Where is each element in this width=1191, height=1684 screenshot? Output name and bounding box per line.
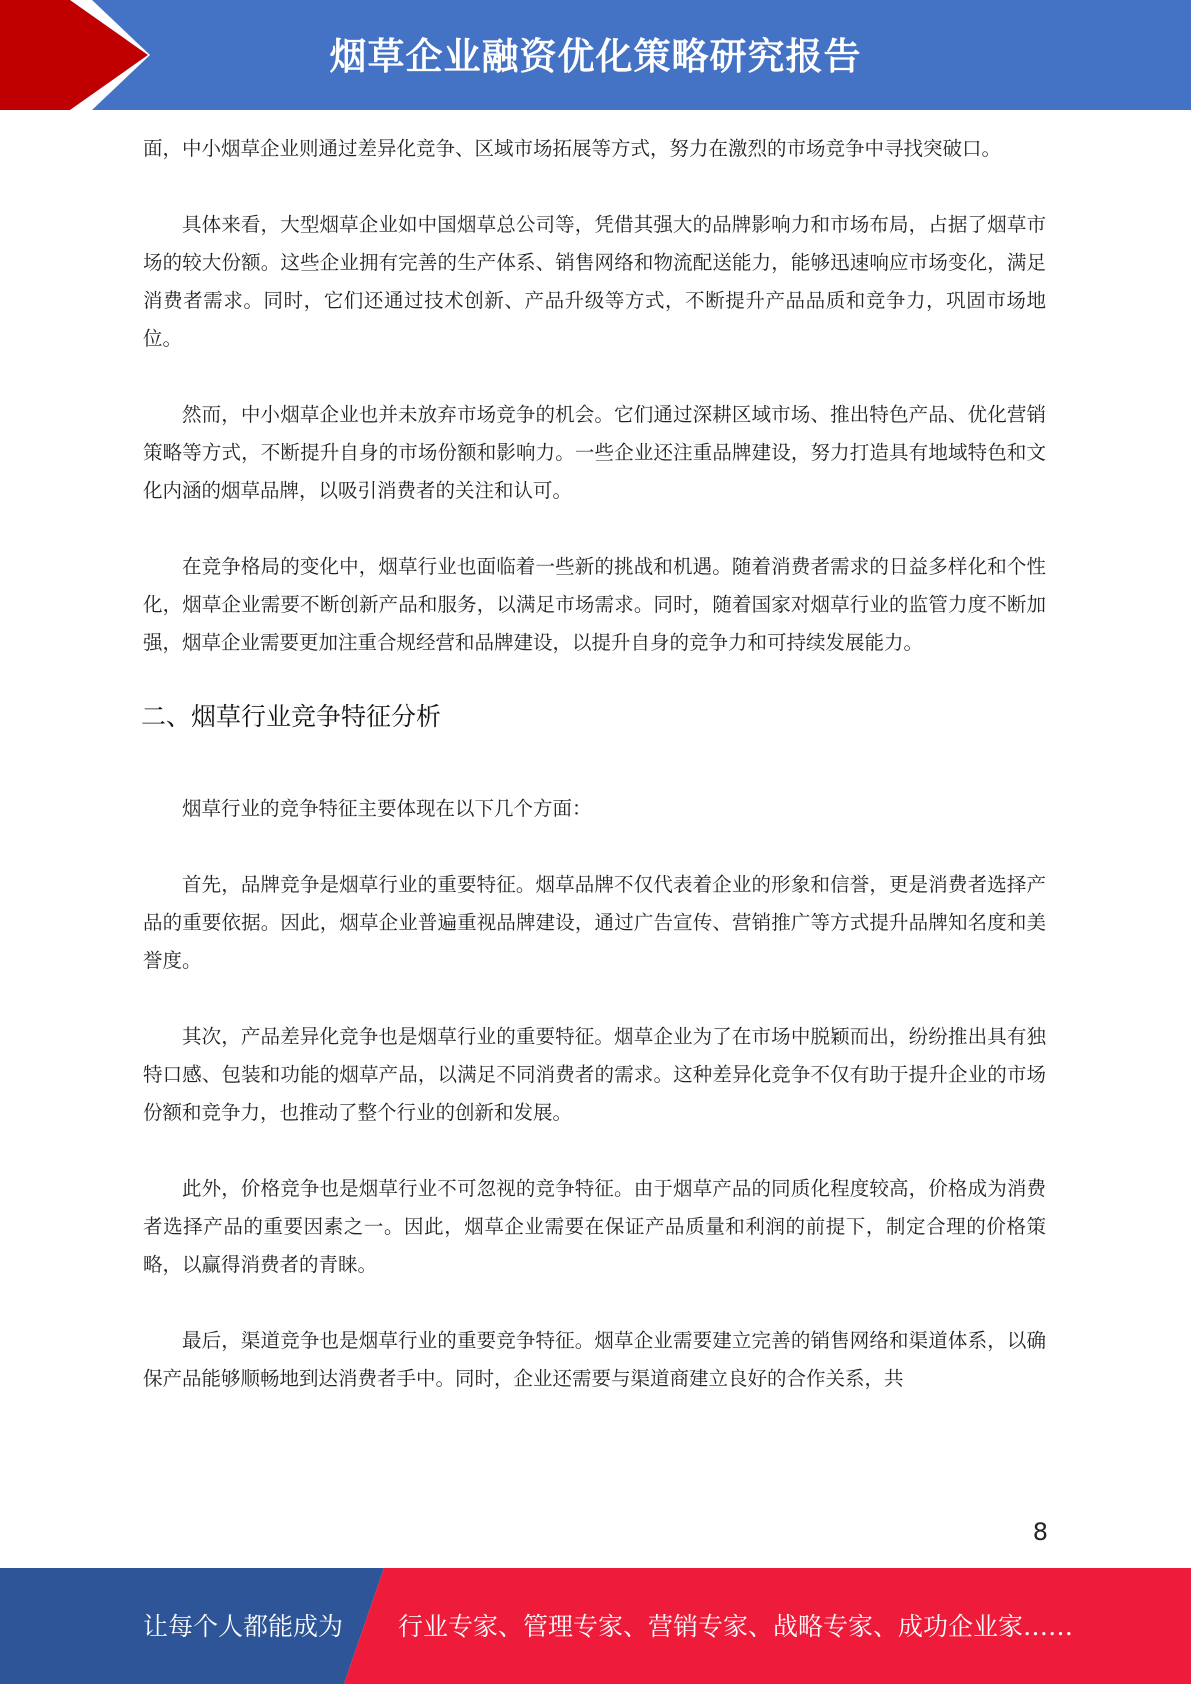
page-number: 8 xyxy=(1032,1518,1048,1546)
paragraph: 此外，价格竞争也是烟草行业不可忽视的竞争特征。由于烟草产品的同质化程度较高，价格成为消费者选择产品的重要因素之一。因此，烟草企业需要在保证产品质量和利润的前提下，制定合理的价格策略，以赢得消费者的青睐。 xyxy=(143,1177,1046,1276)
footer-slogan-right: 行业专家、管理专家、营销专家、战略专家、成功企业家…… xyxy=(398,1612,1074,1641)
paragraph: 最后，渠道竞争也是烟草行业的重要竞争特征。烟草企业需要建立完善的销售网络和渠道体系，以确保产品能够顺畅地到达消费者手中。同时，企业还需要与渠道商建立良好的合作关系，共 xyxy=(143,1329,1046,1390)
section-heading: 二、烟草行业竞争特征分析 xyxy=(141,702,442,731)
report-title: 烟草企业融资优化策略研究报告 xyxy=(329,35,862,78)
paragraph: 其次，产品差异化竞争也是烟草行业的重要特征。烟草企业为了在市场中脱颖而出，纷纷推出具有独特口感、包装和功能的烟草产品，以满足不同消费者的需求。这种差异化竞争不仅有助于提升企业的市场份额和竞争力，也推动了整个行业的创新和发展。 xyxy=(143,1025,1046,1124)
page-footer xyxy=(0,1568,1191,1684)
footer-slogan-left: 让每个人都能成为 xyxy=(143,1612,344,1641)
paragraph: 面，中小烟草企业则通过差异化竞争、区域市场拓展等方式，努力在激烈的市场竞争中寻找突破口。 xyxy=(143,137,1002,160)
document-body xyxy=(143,130,1046,1436)
paragraph: 在竞争格局的变化中，烟草行业也面临着一些新的挑战和机遇。随着消费者需求的日益多样化和个性化，烟草企业需要不断创新产品和服务，以满足市场需求。同时，随着国家对烟草行业的监管力度不断加强，烟草企业需要更加注重合规经营和品牌建设，以提升自身的竞争力和可持续发展能力。 xyxy=(143,555,1046,654)
paragraph: 然而，中小烟草企业也并未放弃市场竞争的机会。它们通过深耕区域市场、推出特色产品、优化营销策略等方式，不断提升自身的市场份额和影响力。一些企业还注重品牌建设，努力打造具有地域特色和文化内涵的烟草品牌，以吸引消费者的关注和认可。 xyxy=(143,403,1046,502)
paragraph: 具体来看，大型烟草企业如中国烟草总公司等，凭借其强大的品牌影响力和市场布局，占据了烟草市场的较大份额。这些企业拥有完善的生产体系、销售网络和物流配送能力，能够迅速响应市场变化，满足消费者需求。同时，它们还通过技术创新、产品升级等方式，不断提升产品品质和竞争力，巩固市场地位。 xyxy=(143,213,1046,350)
paragraph: 首先，品牌竞争是烟草行业的重要特征。烟草品牌不仅代表着企业的形象和信誉，更是消费者选择产品的重要依据。因此，烟草企业普遍重视品牌建设，通过广告宣传、营销推广等方式提升品牌知名度和美誉度。 xyxy=(143,873,1046,972)
paragraph: 烟草行业的竞争特征主要体现在以下几个方面： xyxy=(182,797,592,820)
page-header xyxy=(0,0,1191,110)
